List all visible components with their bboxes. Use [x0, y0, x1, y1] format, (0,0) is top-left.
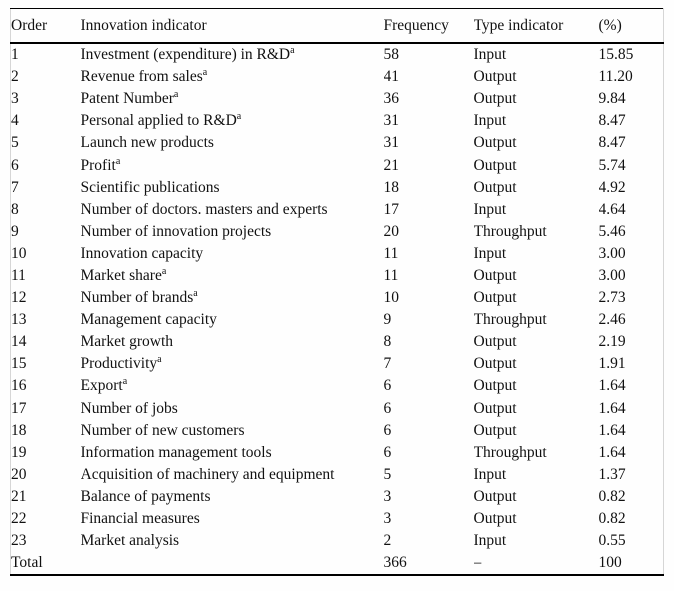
footnote-marker: a [236, 111, 242, 123]
order-cell: 3 [11, 90, 19, 108]
table-row [11, 66, 664, 88]
type-cell: Input [473, 244, 507, 262]
percent-cell: 8.47 [598, 112, 626, 130]
percent-cell: 1.37 [598, 465, 626, 483]
indicator-text: Market growth [80, 333, 174, 351]
indicator-text: Number of brands [80, 289, 194, 307]
order-cell: 8 [11, 200, 19, 218]
indicator-text: Market analysis [80, 532, 180, 550]
frequency-cell: 3 [383, 487, 392, 505]
table-row [11, 199, 664, 221]
order-cell: 21 [11, 487, 27, 505]
header-percent: (%) [599, 9, 664, 44]
indicator-cell [81, 110, 384, 132]
indicator-text: Financial measures [80, 510, 200, 528]
table-row [11, 132, 664, 154]
percent-cell: 11.20 [598, 68, 633, 86]
indicator-text: Scientific publications [80, 178, 220, 196]
frequency-cell: 8 [383, 333, 392, 351]
table-row [11, 154, 664, 176]
indicator-cell [81, 66, 384, 88]
order-cell: 11 [11, 266, 26, 284]
table-row [11, 243, 664, 265]
type-cell: – [473, 554, 482, 572]
order-cell: 15 [11, 355, 27, 373]
frequency-cell: 20 [383, 222, 399, 240]
innovation-indicators-table [10, 8, 664, 576]
percent-cell: 1.64 [598, 399, 626, 417]
frequency-cell: 11 [383, 244, 399, 262]
type-cell: Throughput [473, 443, 547, 461]
order-cell: 14 [11, 333, 27, 351]
footnote-marker: a [202, 66, 208, 78]
indicator-text: Profit [80, 156, 116, 174]
percent-cell: 0.82 [598, 487, 626, 505]
frequency-cell: 6 [383, 377, 392, 395]
percent-cell: 8.47 [598, 134, 626, 152]
indicator-text: Management capacity [80, 311, 217, 329]
table-row [11, 43, 664, 66]
type-cell: Input [473, 200, 507, 218]
table-row [11, 398, 664, 420]
percent-cell: 5.74 [598, 156, 626, 174]
table-row [11, 265, 664, 287]
order-cell: 5 [11, 134, 19, 152]
frequency-cell: 3 [383, 510, 392, 528]
footnote-marker: a [290, 44, 295, 56]
frequency-cell: 41 [383, 68, 399, 86]
percent-cell: 2.19 [598, 333, 626, 351]
frequency-cell: 9 [383, 311, 392, 329]
indicator-cell [81, 486, 384, 508]
indicator-cell [81, 420, 384, 442]
frequency-cell: 31 [383, 112, 399, 130]
percent-cell: 4.92 [598, 178, 626, 196]
frequency-cell: 17 [383, 200, 399, 218]
percent-cell: 1.64 [598, 443, 626, 461]
header-row [11, 9, 664, 44]
type-cell: Output [473, 333, 517, 351]
table-header [11, 9, 664, 44]
table-row [11, 530, 664, 552]
indicator-cell [81, 154, 384, 176]
percent-cell: 5.46 [598, 222, 626, 240]
percent-cell: 1.64 [598, 377, 626, 395]
indicator-cell [81, 199, 384, 221]
table-row [11, 486, 664, 508]
frequency-cell: 6 [383, 443, 392, 461]
indicator-text: Export [80, 377, 123, 395]
indicator-cell [81, 287, 384, 309]
indicator-text: Market share [80, 266, 162, 284]
percent-cell: 4.64 [598, 200, 626, 218]
table-row [11, 442, 664, 464]
type-cell: Output [473, 156, 517, 174]
header-type: Type indicator [474, 9, 599, 44]
indicator-text: Balance of payments [80, 487, 211, 505]
type-cell: Output [473, 399, 517, 417]
indicator-cell [81, 331, 384, 353]
indicator-cell [81, 265, 384, 287]
order-cell: 6 [11, 156, 19, 174]
indicator-text: Patent Number [80, 90, 174, 108]
indicator-text: Launch new products [80, 134, 214, 152]
order-cell: 20 [11, 465, 27, 483]
indicator-text: Personal applied to R&D [80, 112, 237, 130]
table-row [11, 177, 664, 199]
type-cell: Output [473, 266, 517, 284]
table-row [11, 221, 664, 243]
percent-cell: 2.46 [598, 311, 626, 329]
table-row [11, 110, 664, 132]
frequency-cell: 31 [383, 134, 399, 152]
footnote-marker: a [193, 287, 198, 299]
percent-cell: 1.64 [598, 421, 626, 439]
frequency-cell: 6 [383, 421, 392, 439]
frequency-cell: 366 [383, 554, 407, 572]
type-cell: Input [473, 46, 507, 64]
percent-cell: 100 [598, 554, 622, 572]
indicator-text: Number of jobs [80, 399, 178, 417]
frequency-cell: 11 [383, 266, 399, 284]
indicator-cell [81, 43, 384, 66]
type-cell: Throughput [473, 222, 547, 240]
type-cell: Throughput [473, 311, 547, 329]
table-row [11, 88, 664, 110]
indicator-cell [81, 508, 384, 530]
table-row [11, 508, 664, 530]
frequency-cell: 5 [383, 465, 392, 483]
total-row [11, 552, 664, 575]
frequency-cell: 21 [383, 156, 399, 174]
frequency-cell: 10 [383, 289, 399, 307]
indicator-cell [81, 309, 384, 331]
order-cell: 9 [11, 222, 19, 240]
order-cell: 7 [11, 178, 19, 196]
percent-cell: 3.00 [598, 244, 626, 262]
indicator-cell [81, 221, 384, 243]
frequency-cell: 36 [383, 90, 399, 108]
order-cell: 23 [11, 532, 27, 550]
footnote-marker: a [115, 155, 121, 167]
type-cell: Output [473, 68, 517, 86]
order-cell: 13 [11, 311, 27, 329]
footnote-marker: a [161, 265, 167, 277]
percent-cell: 15.85 [598, 46, 634, 64]
frequency-cell: 7 [383, 355, 392, 373]
table-row [11, 464, 664, 486]
header-order: Order [11, 9, 81, 44]
indicator-text: Information management tools [80, 443, 272, 461]
indicator-cell [81, 530, 384, 552]
indicator-text: Investment (expenditure) in R&D [80, 46, 291, 64]
footnote-marker: a [157, 354, 162, 366]
frequency-cell: 2 [383, 532, 392, 550]
indicator-cell [81, 375, 384, 397]
table-row [11, 375, 664, 397]
frequency-cell: 6 [383, 399, 392, 417]
order-cell: 16 [11, 377, 27, 395]
table-row [11, 420, 664, 442]
type-cell: Output [473, 421, 517, 439]
type-cell: Output [473, 134, 517, 152]
type-cell: Input [473, 532, 507, 550]
frequency-cell: 58 [383, 46, 399, 64]
order-cell: 19 [11, 443, 27, 461]
footnote-marker: a [173, 89, 179, 101]
table-row [11, 287, 664, 309]
indicator-text: Number of doctors. masters and experts [80, 200, 328, 218]
indicator-text: Revenue from sales [80, 68, 203, 86]
percent-cell: 0.55 [598, 532, 626, 550]
order-cell: 12 [11, 289, 27, 307]
indicator-cell [81, 353, 384, 375]
type-cell: Output [473, 510, 517, 528]
indicator-cell [81, 464, 384, 486]
indicator-text: Acquisition of machinery and equipment [80, 465, 335, 483]
indicator-cell [81, 442, 384, 464]
indicator-cell [81, 243, 384, 265]
percent-cell: 9.84 [598, 90, 626, 108]
frequency-cell: 18 [383, 178, 399, 196]
percent-cell: 1.91 [598, 355, 626, 373]
indicator-cell [81, 88, 384, 110]
indicator-text: Number of innovation projects [80, 222, 272, 240]
indicator-cell [81, 177, 384, 199]
order-cell: 22 [11, 510, 27, 528]
order-cell: 18 [11, 421, 27, 439]
header-indicator: Innovation indicator [81, 9, 384, 44]
indicator-text: Number of new customers [80, 421, 245, 439]
percent-cell: 2.73 [598, 289, 626, 307]
header-frequency: Frequency [384, 9, 474, 44]
order-cell: Total [11, 554, 43, 572]
order-cell: 2 [11, 68, 19, 86]
percent-cell: 3.00 [598, 266, 626, 284]
indicator-text: Innovation capacity [80, 244, 204, 262]
indicator-cell [81, 398, 384, 420]
table-row [11, 331, 664, 353]
order-cell: 1 [11, 46, 19, 64]
table-row [11, 309, 664, 331]
type-cell: Output [473, 289, 517, 307]
order-cell: 4 [11, 112, 19, 130]
footnote-marker: a [122, 376, 128, 388]
indicator-text: Productivity [80, 355, 158, 373]
indicator-cell [81, 132, 384, 154]
type-cell: Input [473, 465, 507, 483]
indicator-cell [81, 552, 384, 575]
type-cell: Output [473, 377, 517, 395]
type-cell: Output [473, 178, 517, 196]
percent-cell: 0.82 [598, 510, 626, 528]
table-body [11, 43, 664, 575]
type-cell: Input [473, 112, 507, 130]
order-cell: 17 [11, 399, 27, 417]
type-cell: Output [473, 355, 517, 373]
type-cell: Output [473, 90, 517, 108]
type-cell: Output [473, 487, 517, 505]
order-cell: 10 [11, 244, 27, 262]
table-row [11, 353, 664, 375]
